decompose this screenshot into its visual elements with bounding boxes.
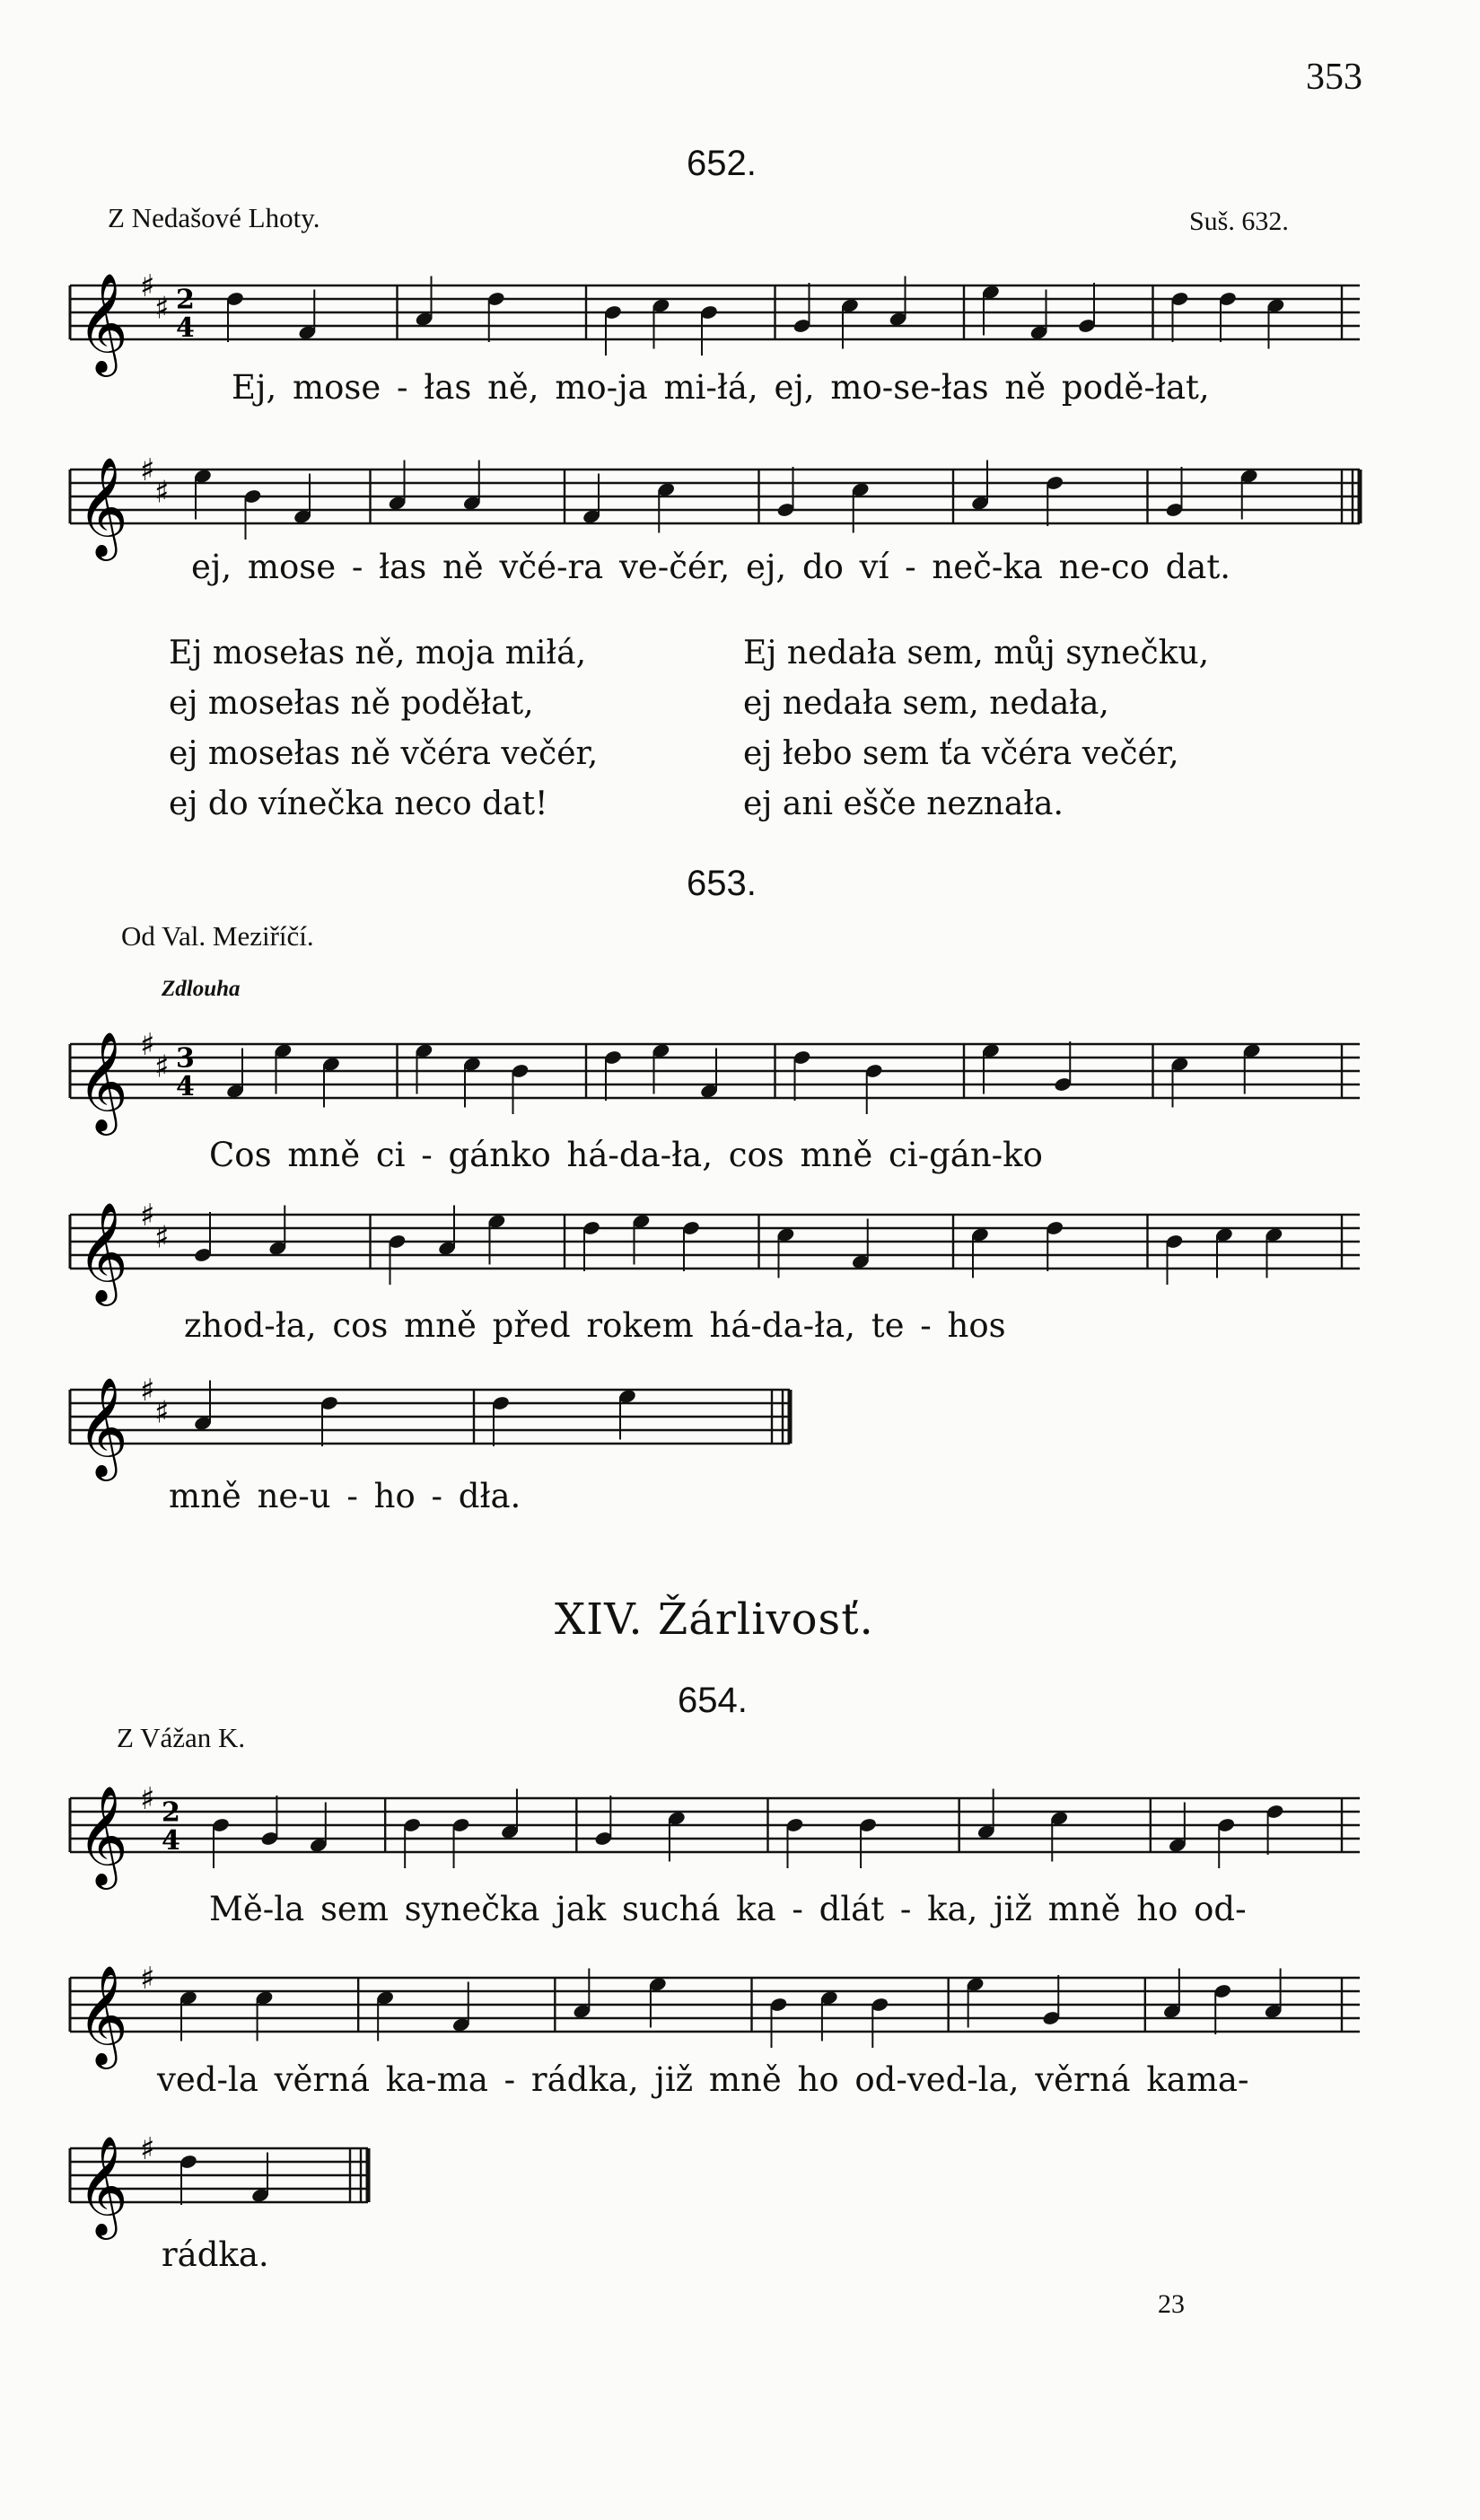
- meter-denominator: 4: [162, 1825, 180, 1857]
- sharp-icon: ♯: [140, 1781, 155, 1817]
- lyric-line: ej, mose - łas ně včé-ra ve-čér, ej, do ví - neč-ka ne-co dat.: [191, 548, 1230, 586]
- verse-block: [169, 628, 598, 830]
- lyric-line: ved-la věrná ka-ma - rádka, již mně ho od-ved-la, věrná kama-: [157, 2060, 1249, 2099]
- verse-line: ej mosełas ně včéra večér,: [169, 735, 599, 772]
- music-staff: [0, 260, 1480, 373]
- sharp-icon: ♯: [154, 1394, 170, 1431]
- meter-denominator: 4: [176, 312, 195, 344]
- lyric-line: rádka.: [162, 2235, 269, 2274]
- verse-line: Ej mosełas ně, moja miłá,: [169, 635, 587, 672]
- verse-line: ej łebo sem ťa včéra večér,: [743, 735, 1179, 772]
- verse-line: ej mosełas ně poděłat,: [169, 685, 534, 722]
- treble-clef-icon: 𝄞: [77, 272, 128, 373]
- verse-block: [743, 628, 1209, 830]
- meter-numerator: 2: [162, 1796, 180, 1829]
- music-staff: [0, 1773, 1480, 1885]
- sharp-icon: ♯: [140, 268, 155, 304]
- sharp-icon: ♯: [154, 1049, 170, 1085]
- lyric-line: zhod-ła, cos mně před rokem há-da-ła, te - hos: [184, 1306, 1006, 1345]
- section-title: XIV. Žárlivosť.: [555, 1594, 874, 1645]
- music-staff: [0, 444, 1480, 557]
- sharp-icon: ♯: [154, 474, 170, 511]
- sharp-icon: ♯: [140, 1027, 155, 1063]
- page-number: 353: [1306, 57, 1362, 98]
- lyric-line: Mě-la sem synečka jak suchá ka - dlát - ka, již mně ho od-: [209, 1890, 1247, 1928]
- verse-line: ej nedała sem, nedała,: [743, 685, 1109, 722]
- song-origin: Od Val. Meziříčí.: [121, 920, 314, 952]
- sharp-icon: ♯: [140, 1198, 155, 1234]
- music-staff: [0, 1019, 1480, 1131]
- sharp-icon: ♯: [154, 290, 170, 327]
- sharp-icon: ♯: [140, 1961, 155, 1997]
- treble-clef-icon: 𝄞: [77, 1785, 128, 1885]
- song-reference: Suš. 632.: [1189, 206, 1289, 236]
- meter-denominator: 4: [176, 1071, 195, 1102]
- music-staff: [0, 1953, 1480, 2065]
- verse-line: ej ani ešče neznała.: [743, 786, 1064, 822]
- lyric-line: mně ne-u - ho - dła.: [169, 1477, 521, 1515]
- meter-numerator: 3: [176, 1042, 195, 1075]
- tempo-marking: Zdlouha: [162, 977, 241, 1001]
- lyric-line: Cos mně ci - gánko há-da-ła, cos mně ci-gán-ko: [209, 1136, 1043, 1174]
- treble-clef-icon: 𝄞: [77, 456, 128, 557]
- song-number: 654.: [678, 1681, 748, 1720]
- music-staff: [0, 1365, 1480, 1477]
- sharp-icon: ♯: [140, 1373, 155, 1409]
- song-number: 653.: [687, 864, 757, 903]
- sharp-icon: ♯: [140, 2131, 155, 2167]
- sharp-icon: ♯: [154, 1219, 170, 1256]
- signature-mark: 23: [1158, 2289, 1185, 2319]
- song-origin: Z Nedašové Lhoty.: [108, 202, 320, 233]
- music-staff: [0, 2123, 1480, 2235]
- treble-clef-icon: 𝄞: [77, 1031, 128, 1131]
- music-staff: [0, 1190, 1480, 1302]
- treble-clef-icon: 𝄞: [77, 1964, 128, 2065]
- song-origin: Z Vážan K.: [117, 1722, 246, 1753]
- song-number: 652.: [687, 144, 757, 183]
- meter-numerator: 2: [176, 284, 195, 316]
- lyric-line: Ej, mose - łas ně, mo-ja mi-łá, ej, mo-se-łas ně podě-łat,: [232, 368, 1210, 407]
- treble-clef-icon: 𝄞: [77, 1376, 128, 1477]
- sharp-icon: ♯: [140, 452, 155, 488]
- verse-line: Ej nedała sem, můj synečku,: [743, 635, 1210, 672]
- treble-clef-icon: 𝄞: [77, 1201, 128, 1302]
- treble-clef-icon: 𝄞: [77, 2135, 128, 2235]
- verse-line: ej do vínečka neco dat!: [169, 786, 548, 822]
